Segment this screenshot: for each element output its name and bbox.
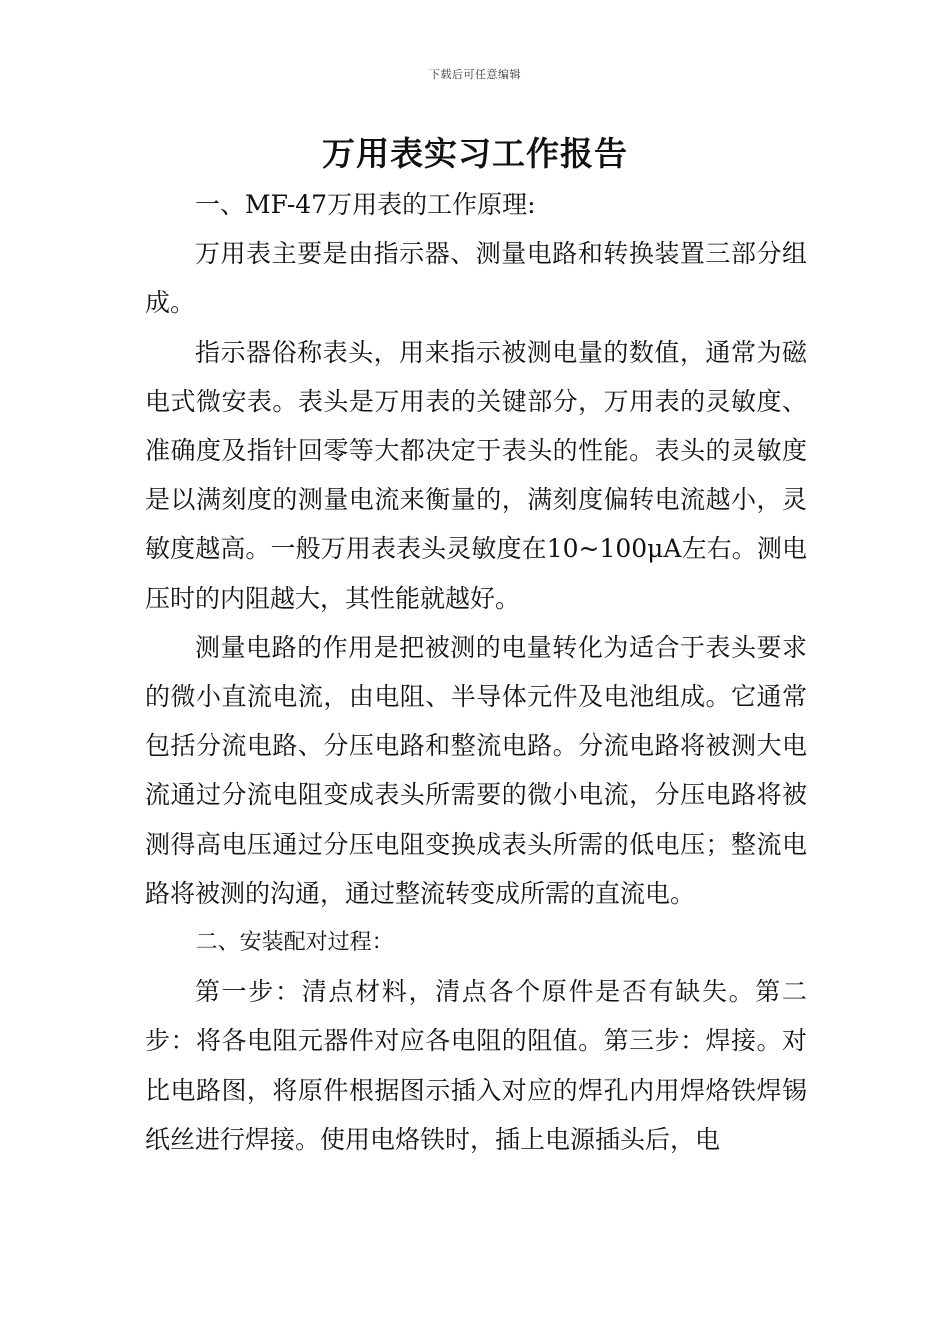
section-2-heading: 二、安装配对过程： [195,930,394,956]
header-note: 下载后可任意编辑 [429,68,521,81]
section-1-paragraph: 指示器俗称表头，用来指示被测电量的数值，通常为磁电式微安表。表头是万用表的关键部分，万用表的灵敏度、准确度及指针回零等大都决定于表头的性能。表头的灵敏度是以满刻度的测量电流来衡量的，满刻度偏转电流越小，灵敏度越高。一般万用表表头灵敏度在10~100μA左右。测电压时的内阻越大，其性能就越好。 [145,337,807,613]
section-2-paragraph: 第一步：清点材料，清点各个原件是否有缺失。第二步：将各电阻元器件对应各电阻的阻值。第三步：焊接。对比电路图，将原件根据图示插入对应的焊孔内用焊烙铁焊锡纸丝进行焊接。使用电烙铁时，插上电源插头后，电 [145,977,807,1154]
section-1-paragraph: 万用表主要是由指示器、测量电路和转换装置三部分组成。 [145,239,807,318]
document-body [145,180,807,1164]
section-1-heading: 一、MF-47万用表的工作原理: [195,190,536,219]
document-title: 万用表实习工作报告 [322,134,628,173]
section-1-paragraph: 测量电路的作用是把被测的电量转化为适合于表头要求的微小直流电流，由电阻、半导体元件及电池组成。它通常包括分流电路、分压电路和整流电路。分流电路将被测大电流通过分流电阻变成表头所需要的微小电流，分压电路将被测得高电压通过分压电阻变换成表头所需的低电压；整流电路将被测的沟通，通过整流转变成所需的直流电。 [145,632,807,908]
